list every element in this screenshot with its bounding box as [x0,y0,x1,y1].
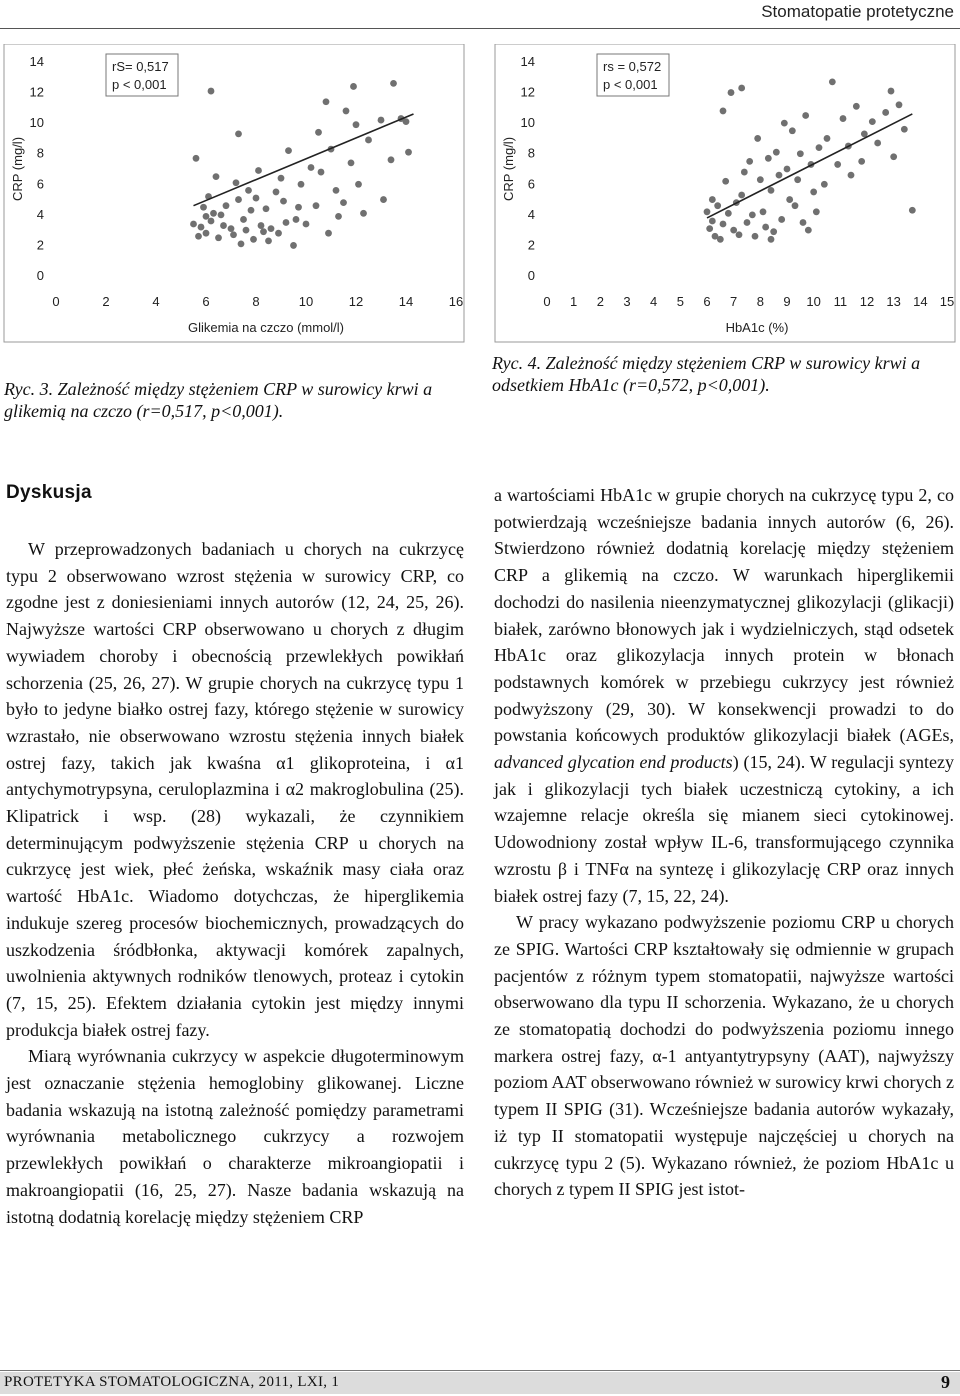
data-point [193,155,200,162]
x-tick-label: 3 [623,294,631,309]
data-point [730,227,737,234]
data-point [200,204,207,211]
data-point [208,218,215,225]
y-tick-label: 8 [36,145,44,161]
data-point [909,207,916,214]
data-point [768,187,775,194]
x-tick-label: 0 [52,294,60,309]
data-point [744,219,751,226]
y-tick-label: 10 [29,115,44,131]
italic-term: advanced glycation end products [494,752,733,773]
data-point [355,181,362,188]
data-point [218,211,225,218]
data-point [853,103,860,110]
y-tick-label: 12 [520,84,535,100]
data-point [896,101,903,108]
section-title: Dyskusja [6,482,92,503]
x-tick-label: 11 [833,294,848,309]
x-axis-label: Glikemia na czczo (mmol/l) [187,320,345,335]
data-point [738,192,745,199]
figure-ryc3 [0,44,468,344]
data-point [890,153,897,160]
data-point [800,219,807,226]
y-tick-label: 2 [36,237,44,253]
data-point [353,121,360,128]
data-point [250,236,257,243]
data-point [869,118,876,125]
data-point [238,241,245,248]
data-point [253,195,260,202]
footer-rule [0,1370,960,1371]
data-point [235,130,242,137]
y-axis-label: CRP (mg/l) [10,136,25,202]
data-point [813,208,820,215]
y-tick-label: 4 [36,206,44,222]
paragraph: Miarą wyrównania cukrzycy w aspekcie długoterminowym jest oznaczanie stężenia hemoglobiny glikowanej. Liczne badania wskazują na istotną zależność pomiędzy parametrami wyrównania metabolicznego cukrzycy a rozwojem przewlekłych powikłań o charakterze mikroangiopatii i makroangiopatii (16, 25, 27). Nasze badania wskazują na istotną dodatnią korelację między stężeniem CRP [6,1046,464,1227]
data-point [794,176,801,183]
y-tick-label: 6 [527,176,535,192]
data-point [834,161,841,168]
x-tick-label: 4 [650,294,658,309]
data-point [318,169,325,176]
data-point [728,89,735,96]
figure-ryc4 [491,44,959,344]
y-tick-label: 0 [36,268,44,283]
x-tick-label: 12 [859,294,875,309]
data-point [738,85,745,92]
page-number: 9 [941,1372,950,1392]
caption-ryc4: Ryc. 4. Zależność między stężeniem CRP w surowicy krwi a odsetkiem HbA1c (r=0,572, p<0,001). [492,353,921,395]
y-tick-label: 12 [29,84,44,100]
data-point [315,129,322,136]
data-point [333,187,340,194]
right-column [494,482,954,1203]
data-point [340,199,347,206]
x-tick-label: 6 [202,294,210,309]
data-point [215,234,222,241]
y-tick-label: 2 [527,237,535,253]
data-point [263,205,270,212]
x-tick-label: 2 [102,294,110,309]
paragraph: W przeprowadzonych badaniach u chorych na cukrzycę typu 2 obserwowano wzrost stężenia w surowicy CRP, co zgodne jest z doniesieniami innych autorów (12, 24, 25, 26). Najwyższe wartości CRP obserwowano u chorych z długim wywiadem choroby i obecnością przewlekłych powikłań schorzenia (25, 26, 27). W grupie chorych na cukrzycę typu 1 było to jedyne białko ostrej fazy, którego stężenie w surowicy wzrastało, nie obserwowano wzrostu stężenia innych białek ostrej fazy, takich jak kwaśna α1 glikoproteina, i α1 antychymotrypsyna, ceruloplazmina i α2 makroglobulina (25). Klipatrick i wsp. (28) wykazali, że czynnikiem determinującym podwyższenie stężenia CRP u chorych na cukrzycę jest wiek, płeć żeńska, wskaźnik masy ciała oraz wartość HbA1c. Wiadomo dotychczas, że hiperglikemia indukuje szereg procesów biochemicznych, prowadzących do uszkodzenia śródbłonka, aktywacji komórek zapalnych, uwolnienia aktywnych rodników tlenowych, proteaz i cytokin (7, 15, 25). Efektem działania cytokin jest między innymi produkcja białek ostrej fazy. [6,539,464,1040]
data-point [208,88,215,95]
x-tick-label: 10 [806,294,821,309]
data-point [714,202,721,209]
y-axis-label: CRP (mg/l) [501,136,516,202]
y-tick-label: 0 [527,268,535,283]
data-point [210,210,217,217]
data-point [278,175,285,182]
data-point [293,216,300,223]
data-point [308,164,315,171]
x-tick-label: 7 [730,294,738,309]
data-point [888,88,895,95]
data-point [265,237,272,244]
running-title: Stomatopatie protetyczne [761,2,954,21]
journal-citation: PROTETYKA STOMATOLOGICZNA, 2011, LXI, 1 [4,1374,340,1390]
x-tick-label: 6 [703,294,711,309]
data-point [365,137,372,144]
data-point [797,150,804,157]
data-point [776,172,783,179]
data-point [829,78,836,85]
x-tick-label: 13 [886,294,901,309]
data-point [704,208,711,215]
data-point [792,202,799,209]
data-point [323,98,330,105]
page-header [0,0,960,28]
data-point [752,233,759,240]
data-point [290,242,297,249]
data-point [720,221,727,228]
data-point [313,202,320,209]
paragraph [494,482,954,909]
data-point [378,117,385,124]
data-point [220,222,227,229]
data-point [720,108,727,115]
correlation-label: p < 0,001 [603,77,658,92]
data-point [741,169,748,176]
data-point [245,187,252,194]
data-point [285,147,292,154]
correlation-label: p < 0,001 [112,77,167,92]
data-point [746,158,753,165]
data-point [802,112,809,119]
y-tick-label: 4 [527,206,535,222]
x-tick-label: 8 [252,294,260,309]
data-point [255,167,262,174]
data-point [195,233,202,240]
data-point [325,230,332,237]
data-point [280,198,287,205]
data-point [273,189,280,196]
data-point [709,218,716,225]
y-tick-label: 8 [527,145,535,161]
caption-ryc3: Ryc. 3. Zależność między stężeniem CRP w surowicy krwi a glikemią na czczo (r=0,517, p<0,001). [4,379,433,421]
data-point [380,196,387,203]
data-point [722,178,729,185]
x-tick-label: 2 [596,294,604,309]
data-point [736,231,743,238]
data-point [230,231,237,238]
x-tick-label: 0 [543,294,551,309]
data-point [725,210,732,217]
data-point [768,236,775,243]
data-point [203,230,210,237]
data-point [821,181,828,188]
data-point [824,135,831,142]
y-tick-label: 10 [520,115,535,131]
data-point [335,213,342,220]
data-point [709,196,716,203]
data-point [882,109,889,116]
x-tick-label: 5 [676,294,684,309]
x-tick-label: 12 [348,294,364,309]
data-point [260,228,267,235]
data-point [770,228,777,235]
data-point [303,221,310,228]
data-point [235,196,242,203]
trend-line [194,114,414,206]
data-point [233,179,240,186]
data-point [298,181,305,188]
x-tick-label: 16 [448,294,464,309]
data-point [203,213,210,220]
data-point [765,155,772,162]
data-point [762,224,769,231]
data-point [348,159,355,166]
data-point [213,173,220,180]
data-point [749,211,756,218]
x-tick-label: 14 [398,294,414,309]
y-tick-label: 14 [520,54,535,69]
trend-line [707,114,912,218]
data-point [240,216,247,223]
correlation-label: rs = 0,572 [603,59,662,74]
data-point [874,140,881,147]
data-point [858,158,865,165]
data-point [901,126,908,133]
data-point [343,108,350,115]
data-point [388,156,395,163]
data-point [350,83,357,90]
correlation-label: rS= 0,517 [112,59,169,74]
data-point [810,189,817,196]
data-point [405,149,412,156]
chart-ryc3 [0,44,468,344]
left-column [6,536,464,1230]
y-tick-label: 14 [29,54,44,69]
data-point [258,222,265,229]
data-point [295,204,302,211]
chart-frame [4,44,464,342]
data-point [283,219,290,226]
data-point [781,120,788,127]
data-point [243,227,250,234]
data-point [757,176,764,183]
data-point [268,225,275,232]
x-tick-label: 15 [939,294,955,309]
y-tick-label: 6 [36,176,44,192]
x-tick-label: 1 [570,294,578,309]
data-point [190,221,197,228]
paragraph: W pracy wykazano podwyższenie poziomu CRP u chorych ze SPIG. Wartości CRP kształtowały się odmiennie w grupach pacjentów z różnym typem stomatopatii, najwyższe wartości obserwowano dla typu II schorzenia. Wykazano, że u chorych ze stomatopatią dochodzi do podwyższenia poziomu innego markera ostrej fazy, α-1 antyantytrypsyny (AAT), najwyższy poziom AAT obserwowano również w surowicy krwi chorych z typem II SPIG (31). Wcześniejsze badania autorów wykazały, iż typ II stomatopatii występuje najczęściej u chorych na cukrzycę typu 2 (5). Wykazano również, że poziom HbA1c u chorych z typem II SPIG jest istot- [494,912,954,1200]
paragraph-part: ) (15, 24). W regulacji syntezy jak i glikozylacji tych białek uczestniczą cytokiny, a ich wzajemne relacje określa się mianem sieci cytokinowej. Udowodniony został wpływ IL-6, transformującego czynnika wzrostu β i TNFα na syntezę i glikozylację CRP oraz innych białek ostrej fazy (7, 15, 22, 24). [494,752,954,906]
data-point [789,127,796,134]
data-point [786,196,793,203]
x-axis-label: HbA1c (%) [725,320,789,335]
data-point [784,166,791,173]
data-point [805,227,812,234]
x-tick-label: 4 [152,294,160,309]
data-point [706,225,713,232]
data-point [223,202,230,209]
data-point [717,236,724,243]
data-point [390,80,397,87]
data-point [248,207,255,214]
paragraph-part: a wartościami HbA1c w grupie chorych na cukrzycę typu 2, co potwierdzają wcześniejsze badania innych autorów (6, 26). Stwierdzono również dodatnią korelację między stężeniem CRP a glikemią na czczo. W warunkach hiperglikemii dochodzi do nasilenia nieenzymatycznej glikozylacji (glikacji) białek, zarówno błonowych jak i wydzielniczych, stąd odsetek HbA1c oraz glikozylacja innych protein w błonach podstawnych komórek w przebiegu cukrzycy jest również podwyższony (29, 30). W konsekwencji prowadzi to do powstania końcowych produktów glikozylacji białek (AGEs, [494,485,954,746]
x-tick-label: 10 [298,294,314,309]
data-point [816,144,823,151]
x-tick-label: 8 [756,294,764,309]
header-rule [0,28,960,29]
chart-ryc4 [491,44,959,344]
data-point [840,115,847,122]
data-point [754,135,761,142]
page-footer [0,1362,960,1396]
data-point [360,210,367,217]
data-point [275,230,282,237]
data-point [198,224,205,231]
data-point [778,216,785,223]
x-tick-label: 9 [783,294,791,309]
data-point [848,172,855,179]
data-point [773,149,780,156]
data-point [760,208,767,215]
x-tick-label: 14 [913,294,928,309]
data-point [228,225,235,232]
